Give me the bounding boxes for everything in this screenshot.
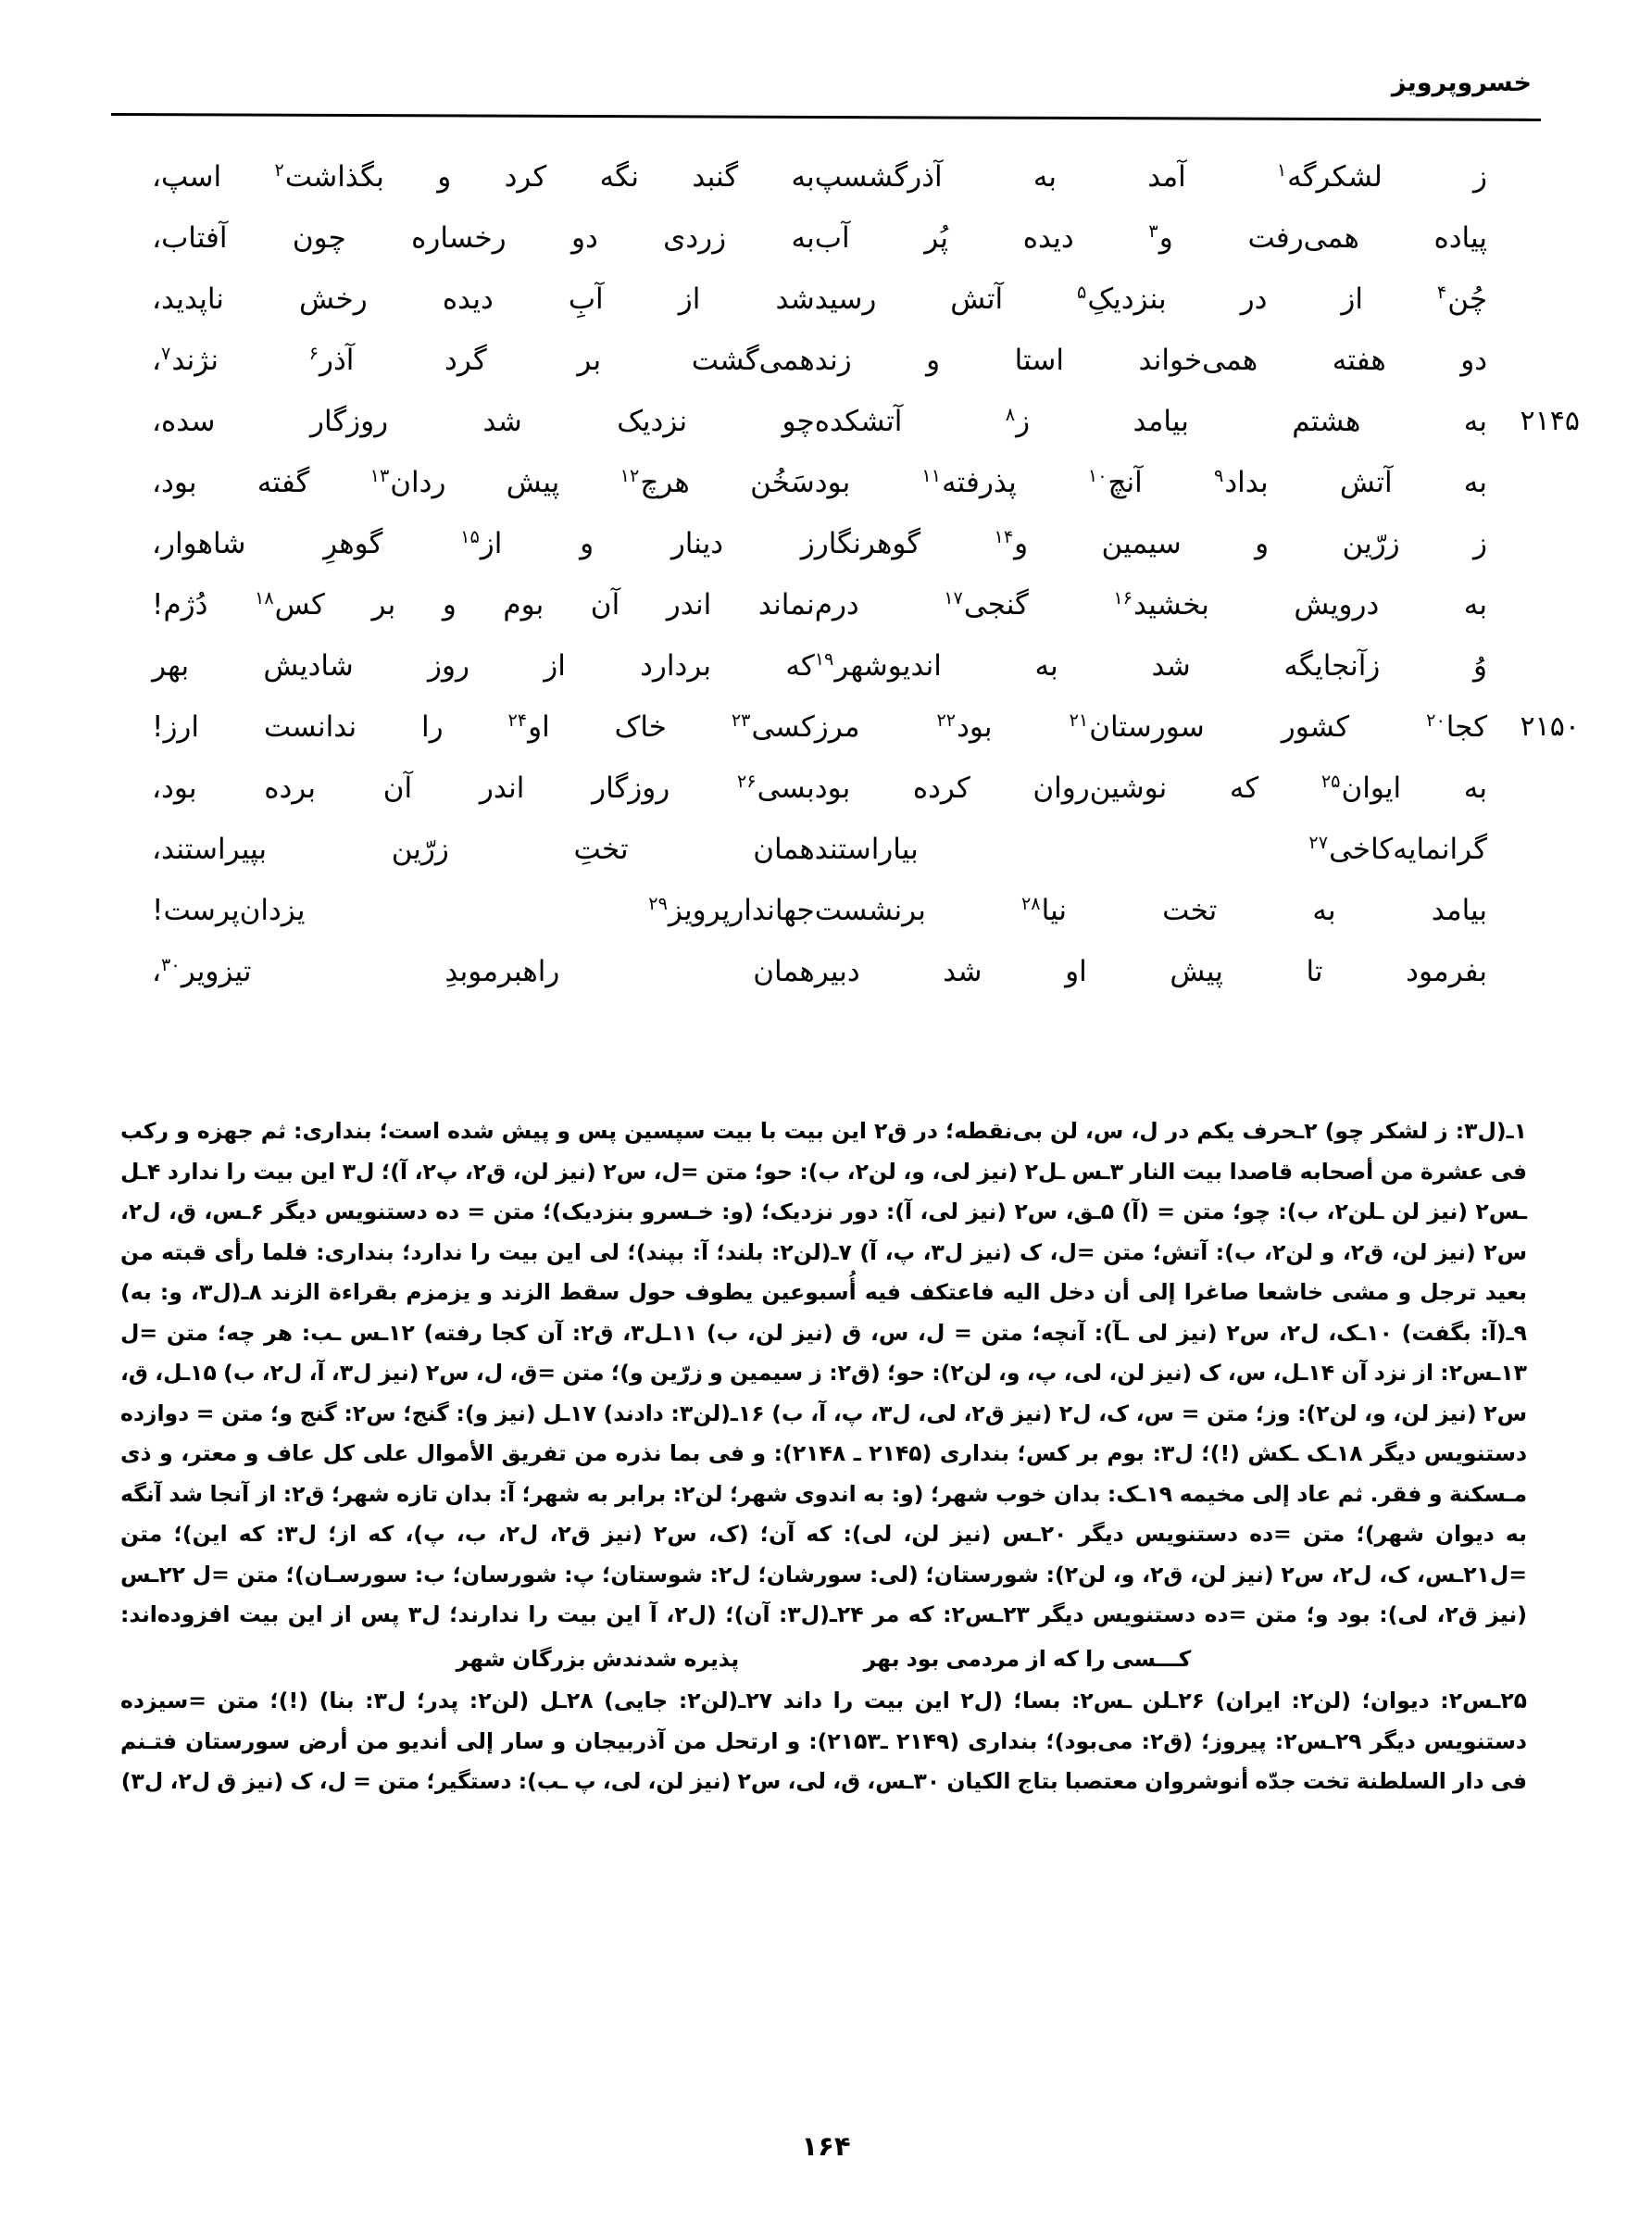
verse-word: رسید <box>814 282 877 316</box>
verse-word: به <box>1463 466 1487 499</box>
verse-word: به <box>1312 894 1336 927</box>
footnote-marker: ۱۵ <box>460 525 480 547</box>
verse-word: چون <box>292 221 346 255</box>
footnote-marker: ۱۶ <box>1113 586 1133 609</box>
hemistich-right <box>815 454 1495 511</box>
verse-couplet <box>148 637 1495 698</box>
footnote-marker: ۷ <box>161 342 171 364</box>
verse-word: سیمین <box>1101 527 1182 560</box>
verse-word: و$^۳$ <box>1148 220 1173 255</box>
verse-word: تا <box>1306 955 1323 988</box>
footnote-marker: ۲۴ <box>507 709 528 731</box>
verse-word: روز <box>428 649 469 683</box>
verse-couplet <box>148 332 1495 393</box>
verse-word: مرز <box>814 710 860 744</box>
hemistich-right <box>815 515 1495 572</box>
verse-number: ۲۱۴۵ <box>1520 405 1580 437</box>
hemistich-left <box>148 759 815 817</box>
footnote-marker: ۳ <box>1148 220 1158 242</box>
verse-word: گفته <box>257 466 310 499</box>
verse-word: آب <box>814 221 850 255</box>
hemistich-left <box>148 454 815 511</box>
verse-word: نیا$^{۲۸}$ <box>1020 892 1068 927</box>
verse-word: بیامد <box>1133 405 1189 438</box>
verse-word: زرّین <box>1342 527 1400 560</box>
verse-word: راهبرموبدِ <box>444 955 560 988</box>
verse-couplet <box>148 454 1495 515</box>
hemistich-left <box>148 270 815 328</box>
verse-word: پیش <box>506 466 560 499</box>
verse-word: بهر <box>152 649 190 683</box>
verse-word: از <box>1341 282 1363 316</box>
verse-word: که <box>1229 772 1259 805</box>
verse-word: برده <box>264 772 316 805</box>
verse-word: سَخُن <box>750 466 815 499</box>
inset-verse-left: پذیره شدندش بزرگان شهر <box>456 1645 740 1672</box>
verse-word: بسی$^{۲۶}$ <box>736 770 815 805</box>
verse-word: ز$^۸$ <box>1005 403 1031 438</box>
verse-word: دبیر <box>814 955 860 988</box>
verse-word: جهاندارپرویز$^{۲۹}$ <box>648 892 815 927</box>
verse-word: گرانمایه‌کاخی$^{۲۷}$ <box>1308 831 1487 866</box>
verse-word: نگه <box>599 160 639 194</box>
verse-word: بنزدیکِ$^۵$ <box>1077 281 1167 316</box>
verse-word: او$^{۲۴}$ <box>507 709 550 744</box>
footnote-marker: ۱۹ <box>814 647 834 670</box>
verse-word: بپیراستند، <box>152 833 268 866</box>
verse-word: زند <box>814 344 852 377</box>
footnote-marker: ۲۹ <box>648 892 668 914</box>
verse-word: دو <box>1460 344 1487 377</box>
footnote-marker: ۲۸ <box>1020 892 1041 914</box>
verse-couplet <box>148 882 1495 943</box>
verse-word: بداد$^۹$ <box>1213 464 1269 499</box>
hemistich-left <box>148 698 815 756</box>
verse-word: ارز! <box>152 710 200 744</box>
hemistich-left <box>148 576 815 634</box>
verse-word: به <box>1032 160 1058 194</box>
page-number: ۱۶۴ <box>801 2130 851 2162</box>
verse-word: خاک <box>614 710 667 744</box>
verse-word: به <box>1463 405 1487 438</box>
verse-word: کرده <box>912 772 970 805</box>
verse-word: بخشید$^{۱۶}$ <box>1113 586 1209 621</box>
verse-word: ناپدید، <box>152 282 224 316</box>
verse-word: کجا$^{۲۰}$ <box>1426 709 1487 744</box>
verse-couplet <box>148 759 1495 821</box>
verse-word: گوهرِ <box>323 527 383 560</box>
verse-word: ز <box>800 527 815 560</box>
verse-word: گنجی$^{۱۷}$ <box>944 586 1029 621</box>
footnote-marker: ۴ <box>1436 281 1447 303</box>
verse-word: ایوان$^{۲۵}$ <box>1320 770 1402 805</box>
verse-word: کسی$^{۲۳}$ <box>731 709 815 744</box>
verse-word: ندانست <box>263 710 357 744</box>
running-head-title: خسروپرویز <box>1391 69 1532 97</box>
verse-word: شاهوار، <box>152 527 246 560</box>
hemistich-left <box>148 332 815 389</box>
inset-verse-right: کـــسی را که از مردمی بود بهر <box>863 1645 1192 1672</box>
verse-word: سده، <box>152 405 216 438</box>
hemistich-left <box>148 637 815 695</box>
verse-word: گنبد <box>692 160 739 194</box>
footnote-marker: ۲۱ <box>1069 709 1089 731</box>
verse-word: یزدان‌پرست! <box>152 894 306 927</box>
footnote-marker: ۹ <box>1213 464 1224 486</box>
hemistich-left <box>148 882 815 939</box>
verse-word: تیزویر$^{۳۰}$، <box>152 953 252 988</box>
hemistich-right <box>815 821 1495 878</box>
verse-word: درویش <box>1294 588 1380 621</box>
verse-word: هرچ$^{۱۲}$ <box>620 464 690 499</box>
verse-word: به <box>791 160 815 194</box>
verse-word: بیاراستند <box>814 833 919 866</box>
hemistich-right <box>815 882 1495 939</box>
verse-word: از <box>544 649 566 683</box>
verse-couplet <box>148 393 1580 454</box>
verse-word: دینار <box>670 527 724 560</box>
verse-word: بود <box>814 772 851 805</box>
verse-word: و$^{۱۴}$ <box>994 525 1029 560</box>
verse-word: پذرفته$^{۱۱}$ <box>921 464 1017 499</box>
verse-word: بیامد <box>1431 894 1487 927</box>
footnote-marker: ۲۵ <box>1320 770 1341 792</box>
hemistich-right <box>815 270 1495 328</box>
verse-word: همان <box>753 833 815 866</box>
verse-number: ۲۱۵۰ <box>1520 710 1580 743</box>
verse-word: ز <box>1473 527 1487 560</box>
verse-word: همان <box>753 955 815 988</box>
inset-verse <box>120 1639 1527 1680</box>
verse-word: سورستان$^{۲۱}$ <box>1069 709 1205 744</box>
hemistich-right <box>815 209 1495 267</box>
verse-couplet <box>148 270 1495 332</box>
footnote-marker: ۱۰ <box>1087 464 1108 486</box>
verse-word: شادیش <box>263 649 354 683</box>
verse-word: و <box>437 160 452 194</box>
footnote-apparatus <box>120 1111 1527 1802</box>
verse-word: شد <box>1151 649 1191 683</box>
verse-couplet <box>148 698 1580 759</box>
verse-couplet <box>148 209 1495 270</box>
hemistich-right <box>815 576 1495 634</box>
verse-word: گرد <box>444 344 487 377</box>
verse-word: شد <box>775 282 815 316</box>
hemistich-left <box>148 148 815 206</box>
verse-word: بود، <box>152 772 197 805</box>
verse-word: آن <box>382 772 413 805</box>
footnote-marker: ۱ <box>1276 158 1287 181</box>
verse-word: به <box>1034 649 1058 683</box>
verse-word: تختِ <box>573 833 629 866</box>
verse-word: آتش <box>1339 466 1393 499</box>
verse-word: لشکرگه$^۱$ <box>1276 158 1383 194</box>
verse-word: پیش <box>1170 955 1223 988</box>
verse-word: بردارد <box>640 649 712 683</box>
hemistich-left <box>148 393 815 450</box>
verse-word: بوم <box>503 588 544 621</box>
verse-word: از <box>678 282 701 316</box>
verse-word: زردی <box>663 221 727 255</box>
verse-block <box>148 148 1580 1004</box>
footnote-marker: ۲۶ <box>736 770 757 792</box>
verse-word: و <box>926 344 941 377</box>
verse-couplet <box>148 943 1495 1004</box>
verse-word: به <box>1463 772 1487 805</box>
verse-word: همی‌خواند <box>1138 344 1258 377</box>
verse-word: آذرگشسپ <box>814 160 943 194</box>
verse-word: بر <box>577 344 602 377</box>
verse-word: روزگار <box>309 405 389 438</box>
footnote-marker: ۱۲ <box>620 464 640 486</box>
hemistich-right <box>815 148 1495 206</box>
verse-word: بود، <box>152 466 197 499</box>
verse-word: کشور <box>1281 710 1350 744</box>
footnote-marker: ۱۴ <box>994 525 1014 547</box>
hemistich-right <box>814 698 1580 756</box>
verse-word: نزدیک <box>617 405 688 438</box>
footnote-marker: ۲۰ <box>1426 709 1446 731</box>
hemistich-right <box>814 393 1580 450</box>
footnote-marker: ۱۸ <box>255 586 274 609</box>
verse-word: بگذاشت$^۲$ <box>274 158 384 194</box>
header-rule <box>111 113 1541 121</box>
verse-word: تخت <box>1162 894 1218 927</box>
verse-word: استا <box>1014 344 1064 377</box>
verse-word: اندیوشهر$^{۱۹}$ <box>814 647 942 683</box>
verse-word: هشتم <box>1292 405 1361 438</box>
hemistich-right <box>815 332 1495 389</box>
verse-word: به <box>791 221 815 255</box>
verse-word: نژند$^۷$، <box>152 342 219 377</box>
footnote-marker: ۲۷ <box>1308 831 1329 853</box>
verse-word: دیده <box>442 282 494 316</box>
verse-word: چو <box>782 405 815 438</box>
verse-word: دیده <box>1022 221 1074 255</box>
verse-couplet <box>148 821 1495 882</box>
verse-word: رخش <box>299 282 368 316</box>
footnote-paragraph-1 <box>120 1111 1527 1636</box>
verse-word: اسپ، <box>152 160 222 194</box>
footnote-marker: ۱۷ <box>944 586 963 609</box>
footnote-marker: ۲۳ <box>731 709 751 731</box>
verse-word: دُژم! <box>152 588 208 621</box>
footnote-marker: ۶ <box>308 342 319 364</box>
verse-word: درم <box>814 588 859 621</box>
verse-couplet <box>148 148 1495 209</box>
footnote-text-2: ۲۵ـس۲: دیوان؛ (لن۲: ایران) ۲۶ـلن ـس۲: بسا؛ (ل۲ این بیت را داند ۲۷ـ(لن۲: جایی) ۲۸ـل (لن۲: پدر؛ ل۳: بنا) (!)؛ متن =سیزده دستنویس دیگر ۲۹ـس۲: پیروز؛ (ق۲: می‌بود)؛ بنداری (۲۱۴۹ ـ۲۱۵۳): و ارتحل من آذربیجان و سار إلی أندیو من أرض سورستان فتـنم فی دار السلطنة تخت جدّه أنوشروان معتصبا بتاج الکیان ۳۰ـس، ق، لی، س۲ (نیز لن، لی، پ ـب): دستگیر؛ متن = ل، ک (نیز ق ل۲، ل۳) <box>120 1688 1527 1794</box>
verse-word: زآنجایگه <box>1283 649 1381 683</box>
verse-word: نماند <box>757 588 815 621</box>
verse-word: گوهرنگار <box>814 527 921 560</box>
footnote-marker: ۲ <box>274 158 284 181</box>
verse-word: چُن$^۴$ <box>1436 281 1487 316</box>
verse-word: ردان$^{۱۳}$ <box>369 464 446 499</box>
verse-word: پُر <box>924 221 949 255</box>
verse-word: پیاده <box>1433 221 1487 255</box>
verse-word: روزگار <box>592 772 670 805</box>
hemistich-left <box>148 209 815 267</box>
verse-word: بود$^{۲۲}$ <box>936 709 993 744</box>
verse-word: آتش <box>950 282 1004 316</box>
verse-word: آبِ <box>568 282 604 316</box>
verse-word: و <box>1255 527 1270 560</box>
verse-word: به <box>1463 588 1487 621</box>
hemistich-right <box>815 637 1495 695</box>
verse-word: را <box>421 710 444 744</box>
footnote-marker: ۵ <box>1077 281 1087 303</box>
verse-word: بود <box>814 466 851 499</box>
verse-word: شد <box>943 955 982 988</box>
running-head <box>111 69 1541 124</box>
footnote-marker: ۱۱ <box>921 464 942 486</box>
verse-word: برنشست <box>814 894 926 927</box>
verse-word: آتشکده <box>814 405 903 438</box>
hemistich-left <box>148 821 815 878</box>
verse-word: کس$^{۱۸}$ <box>255 586 325 621</box>
hemistich-left <box>148 515 815 572</box>
verse-word: دو <box>570 221 598 255</box>
footnote-marker: ۳۰ <box>161 953 181 975</box>
verse-word: اندر <box>479 772 525 805</box>
verse-word: او <box>1065 955 1087 988</box>
hemistich-right <box>815 943 1495 1000</box>
verse-word: از$^{۱۵}$ <box>460 525 503 560</box>
verse-couplet <box>148 576 1495 637</box>
verse-word: زرّین <box>391 833 449 866</box>
footnote-marker: ۲۲ <box>936 709 957 731</box>
verse-word: که <box>785 649 815 683</box>
verse-word: رخساره <box>411 221 507 255</box>
verse-word: اندر <box>666 588 712 621</box>
verse-word: بفرمود <box>1406 955 1487 988</box>
verse-word: کرد <box>504 160 547 194</box>
verse-word: و <box>580 527 594 560</box>
verse-word: در <box>1240 282 1268 316</box>
verse-word: همی‌گشت <box>691 344 815 377</box>
verse-word: آمد <box>1147 160 1186 194</box>
verse-word: وُ <box>1473 649 1487 683</box>
verse-word: آن <box>590 588 620 621</box>
verse-word: همی‌رفت <box>1247 221 1359 255</box>
verse-word: شد <box>482 405 522 438</box>
verse-word: آنچ$^{۱۰}$ <box>1087 464 1143 499</box>
footnote-marker: ۱۳ <box>369 464 390 486</box>
footnote-text-1: ۱ـ(ل۳: ز لشکر چو) ۲ـحرف یکم در ل، س، لن بی‌نقطه؛ در ق۲ این بیت با بیت سپسین پس و پیش شده است؛ بنداری: ثم جهزه و رکب فی عشرة من أصحابه قاصدا بیت النار ۳ـس ـل۲ (نیز لی، و، لن۲، ب): حو؛ متن =ل، س۲ (نیز لن، ق۲، پ۲، آ)؛ ل۳ این بیت را ندارد ۴ـل ـس۲ (نیز لن ـلن۲، ب): چو؛ متن = (آ) ۵ـق، س۲ (نیز لی، آ): دور نزدیک؛ (و: خـسرو بنزدیک)؛ متن = ده دستنویس دیگر ۶ـس، ق، ل۲، س۲ (نیز لن، ق۲، و لن۲، ب): آتش؛ متن =ل، ک (نیز ل۳، پ، آ) ۷ـ(لن۲: بلند؛ آ: بپند)؛ لی این بیت را ندارد؛ بنداری: فلما رأی قبته من بعید ترجل و مشی خاشعا صاغرا إلی أن دخل الیه فاعتکف فیه أُسبوعین یطوف حول سقط الزند و یزمزم بقراءة الزند ۸ـ(ل۳، و: به) ۹ـ(آ: بگفت) ۱۰ـک، ل۲، س۲ (نیز لی ـآ): آنچه؛ متن = ل، س، ق (نیز لن، ب) ۱۱ـل۳، ق۲: آن کجا رفته) ۱۲ـس ـب: هر چه؛ متن =ل ۱۳ـس۲: از نزد آن ۱۴ـل، س، ک (نیز لن، لی، پ، و، لن۲): حو؛ (ق۲: ز سیمین و زرّین و)؛ متن =ق، ل، س۲ (نیز ل۳، آ، ل۲، ب) ۱۵ـل، ق، س۲ (نیز لن، و، لن۲): وز؛ متن = س، ک، ل۲ (نیز ق۲، لی، ل۳، پ، آ، ب) ۱۶ـ(لن۳: دادند) ۱۷ـل (نیز و): گنج؛ س۲: گنج و؛ متن = دوازده دستنویس دیگر ۱۸ـک ـکش (!)؛ ل۳: بوم بر کس؛ بنداری (۲۱۴۵ ـ ۲۱۴۸): و فی بما نذره من تفریق الأموال علی کل عاف و معتر، و ذی مـسکنة و فقر. ثم عاد إلی مخیمه ۱۹ـک: بدان خوب شهر؛ (و: به اندوی شهر؛ لن۲: برابر به شهر؛ آ: بدان تازه شهر؛ ق۲: از آنجا شد آنگه به دیوان شهر)؛ متن =ده دستنویس دیگر ۲۰ـس (نیز لن، لی): که آن؛ (ک، س۲ (نیز ق۲، ل۲، ب، پ)، که از؛ ل۳: که این)؛ متن =ل۲۱ـس، ک، ل۲، س۲ (نیز لن، ق۲، و، لن۲): شورستان؛ (لی: سورشان؛ ل۲: شوستان؛ پ: شورسان؛ ب: سورسـان)؛ متن =ل ۲۲ـس (نیز ق۲، لی): بود و؛ متن =ده دستنویس دیگر ۲۳ـس۲: که مر ۲۴ـ(ل۳: آن)؛ (ل۲، آ این بیت را ندارند؛ ل۳ پس از این بیت افزوده‌اند: <box>120 1118 1528 1627</box>
hemistich-left <box>148 943 815 1000</box>
verse-word: و <box>442 588 457 621</box>
verse-word: بر <box>371 588 396 621</box>
verse-word: ز <box>1473 160 1487 194</box>
verse-word: آفتاب، <box>152 221 228 255</box>
footnote-paragraph-2 <box>120 1681 1527 1802</box>
verse-word: آذر$^۶$ <box>308 342 355 377</box>
verse-word: هفته <box>1332 344 1386 377</box>
hemistich-right <box>815 759 1495 817</box>
verse-word: نوشین‌روان <box>1032 772 1168 805</box>
verse-couplet <box>148 515 1495 576</box>
footnote-marker: ۸ <box>1005 403 1016 425</box>
